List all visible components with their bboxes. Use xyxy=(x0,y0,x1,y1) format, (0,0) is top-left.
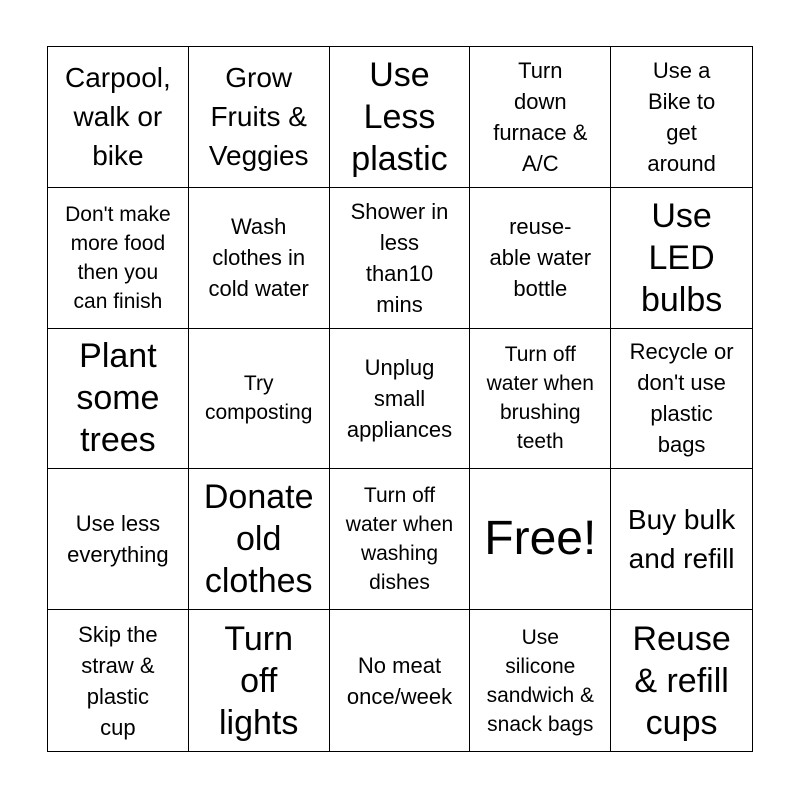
cell-label: Grow Fruits & Veggies xyxy=(208,62,309,172)
cell-label: Don't make more food then you can finish xyxy=(65,202,171,313)
bingo-cell[interactable] xyxy=(48,329,189,470)
bingo-cell[interactable] xyxy=(611,329,752,470)
bingo-cell[interactable] xyxy=(48,610,189,751)
cell-label: No meat once/week xyxy=(346,652,453,709)
bingo-cell[interactable] xyxy=(470,610,611,751)
cell-label: Carpool, walk or bike xyxy=(64,62,171,172)
bingo-cell[interactable] xyxy=(330,610,471,751)
bingo-cell[interactable] xyxy=(470,188,611,329)
bingo-cell[interactable] xyxy=(189,469,330,610)
cell-label: Unplug small appliances xyxy=(346,354,453,442)
bingo-cell[interactable] xyxy=(189,610,330,751)
bingo-cell[interactable] xyxy=(611,188,752,329)
bingo-cell[interactable] xyxy=(611,610,752,751)
cell-label: Use LED bulbs xyxy=(640,196,723,319)
bingo-cell[interactable] xyxy=(611,47,752,188)
bingo-cell[interactable] xyxy=(330,469,471,610)
cell-label: Use Less plastic xyxy=(351,55,448,178)
cell-label: Turn off lights xyxy=(219,619,299,742)
cell-label: Plant some trees xyxy=(76,337,160,460)
cell-label: Use silicone sandwich & snack bags xyxy=(486,625,594,736)
bingo-cell-free-space[interactable] xyxy=(470,469,611,610)
bingo-cell[interactable] xyxy=(470,329,611,470)
cell-label: Turn off water when washing dishes xyxy=(345,484,454,595)
cell-label: Reuse & refill cups xyxy=(632,619,731,742)
cell-label: reuse- able water bottle xyxy=(489,214,592,302)
bingo-cell[interactable] xyxy=(48,469,189,610)
cell-label: Donate old clothes xyxy=(203,478,314,601)
cell-label: Turn down furnace & A/C xyxy=(493,57,588,176)
cell-label: Skip the straw & plastic cup xyxy=(78,621,158,740)
cell-label: Use a Bike to get around xyxy=(647,57,716,176)
cell-label: Try composting xyxy=(205,372,313,425)
free-space-label: Free! xyxy=(484,512,597,566)
cell-label: Shower in less than10 mins xyxy=(350,198,449,317)
bingo-cell[interactable] xyxy=(189,188,330,329)
bingo-cell[interactable] xyxy=(330,329,471,470)
cell-label: Turn off water when brushing teeth xyxy=(486,343,594,454)
bingo-cell[interactable] xyxy=(611,469,752,610)
bingo-cell[interactable] xyxy=(470,47,611,188)
bingo-cell[interactable] xyxy=(330,188,471,329)
cell-label: Wash clothes in cold water xyxy=(208,214,309,302)
bingo-cell[interactable] xyxy=(189,329,330,470)
bingo-cell[interactable] xyxy=(330,47,471,188)
cell-label: Use less everything xyxy=(67,511,169,568)
bingo-card xyxy=(47,46,753,752)
bingo-cell[interactable] xyxy=(48,188,189,329)
bingo-cell[interactable] xyxy=(189,47,330,188)
cell-label: Buy bulk and refill xyxy=(627,504,736,575)
bingo-cell[interactable] xyxy=(48,47,189,188)
cell-label: Recycle or don't use plastic bags xyxy=(629,339,734,458)
